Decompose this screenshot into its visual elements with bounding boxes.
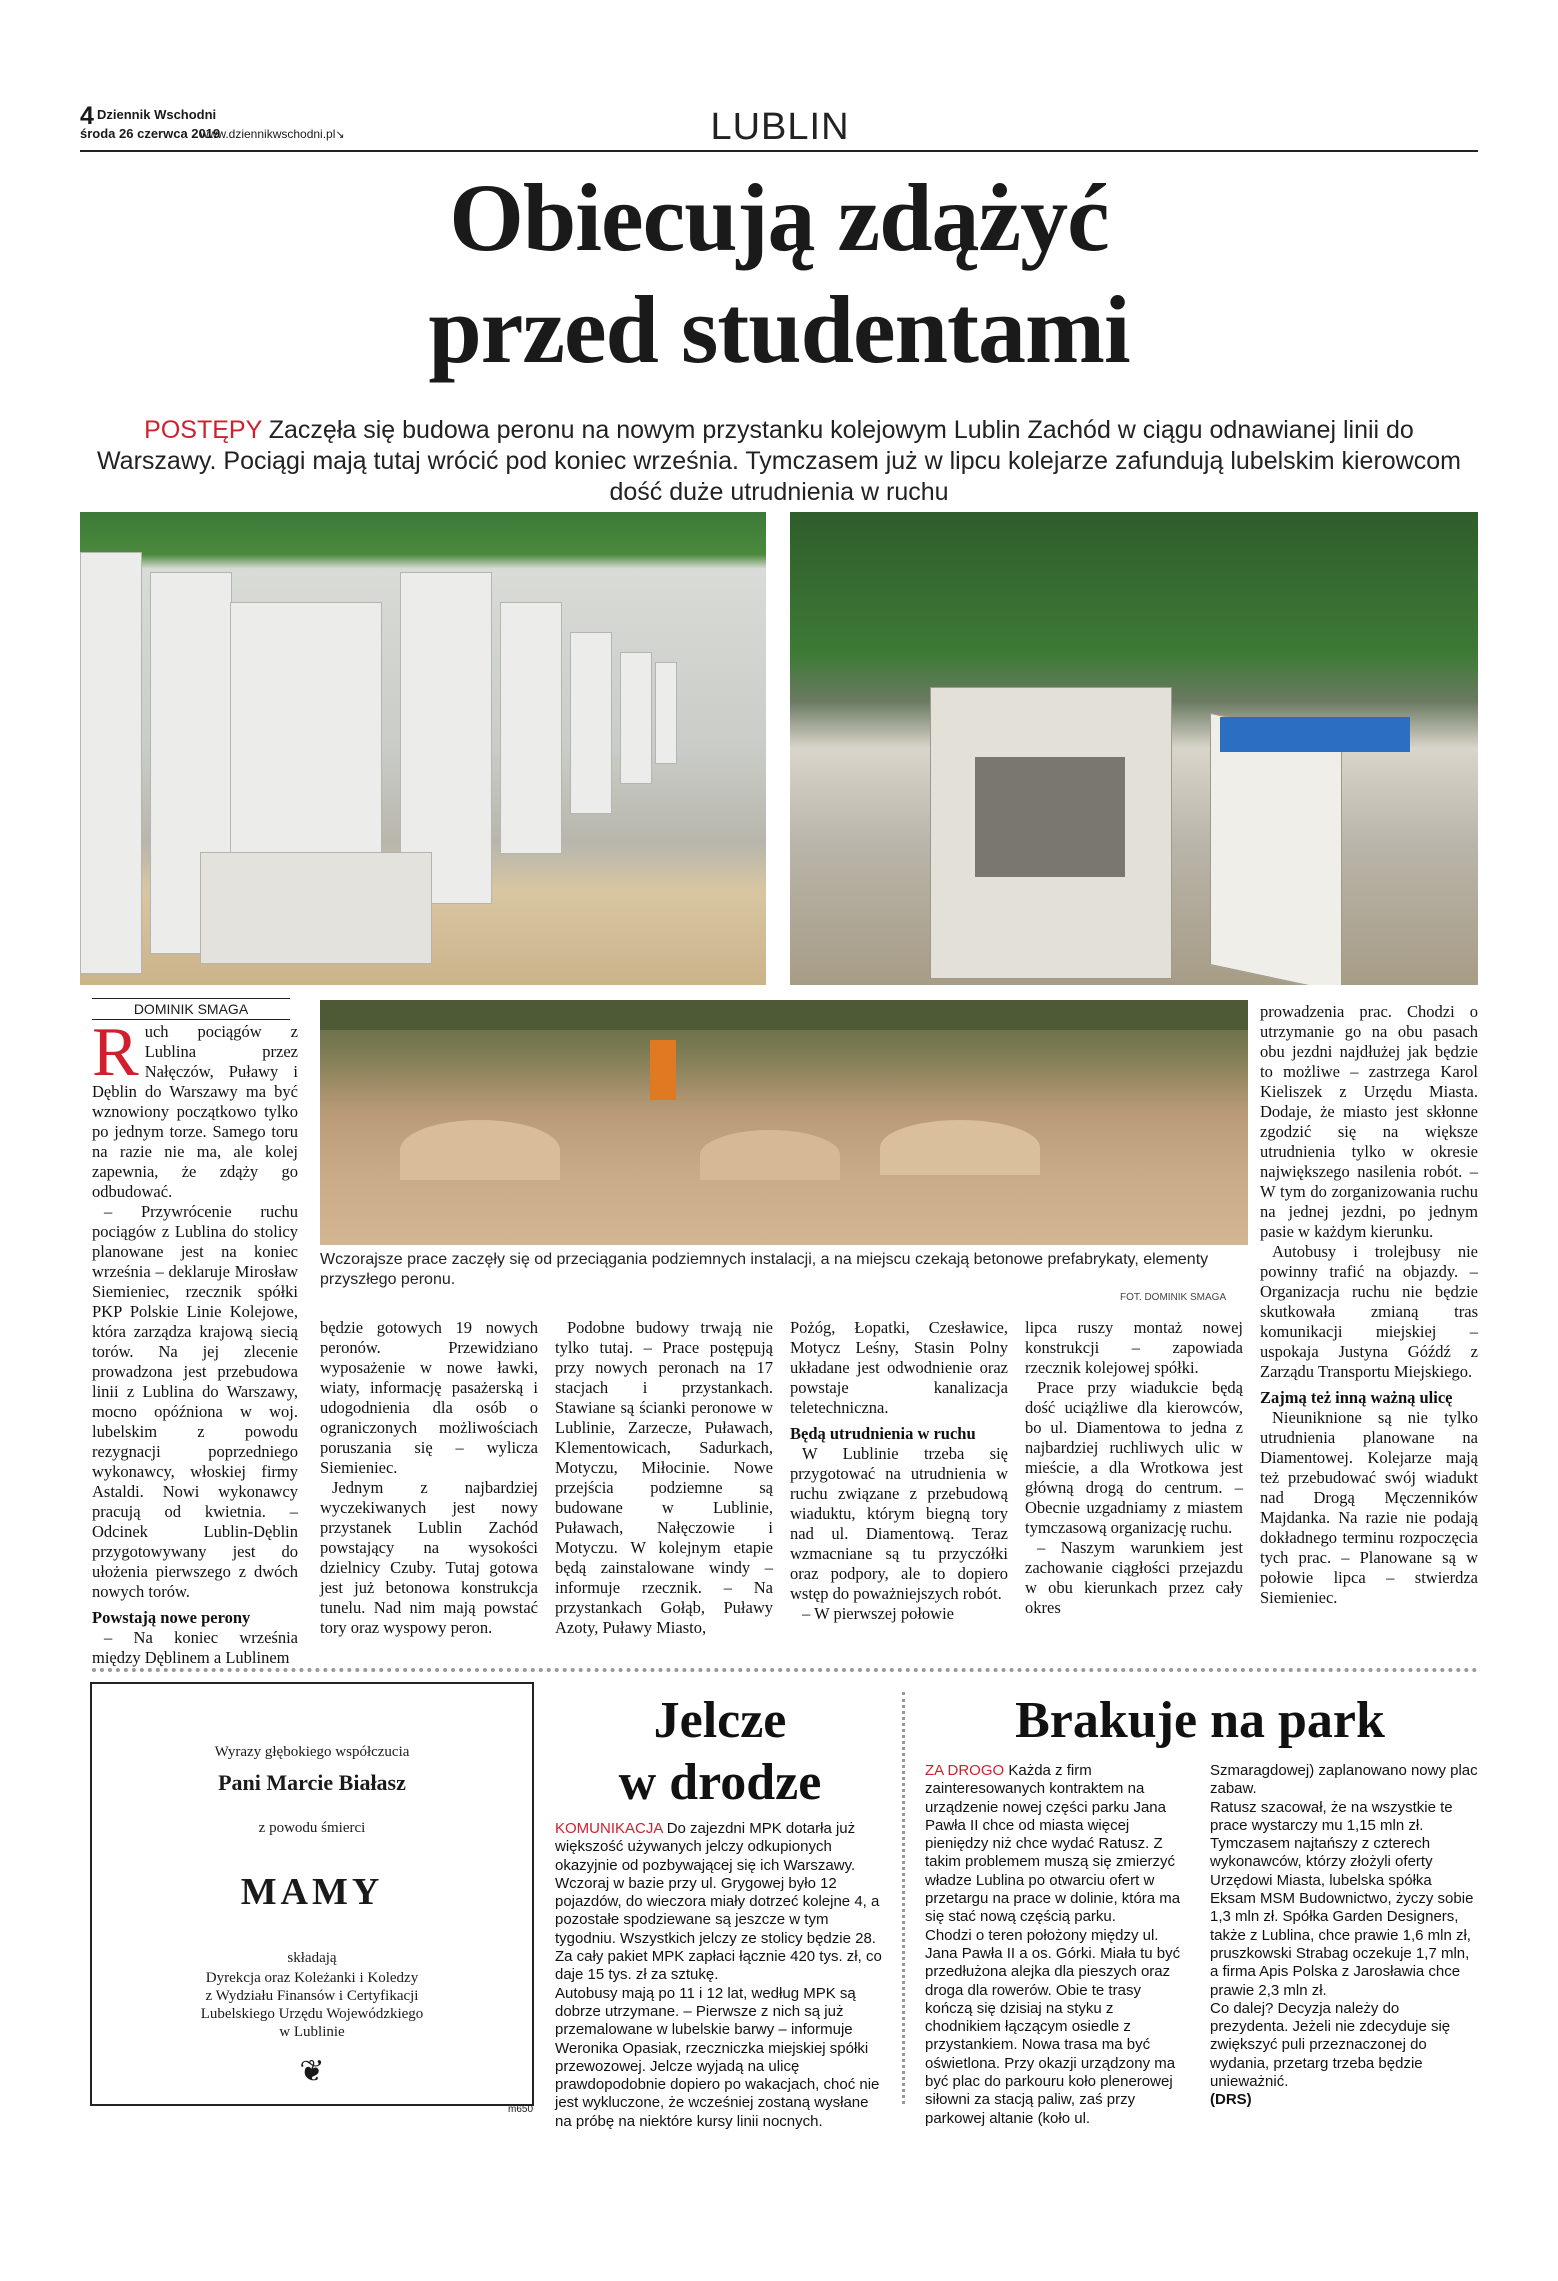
photo-worker-sand bbox=[320, 1000, 1248, 1245]
condolence-line-1: Wyrazy głębokiego współczucia bbox=[214, 1744, 410, 1760]
condolence-line-3: z powodu śmierci bbox=[258, 1820, 366, 1836]
park-paragraph-5: Co dalej? Decyzja należy do prezydenta. Jeżeli nie zdecyduje się zwiększyć puli przeznaczonej do wydania, przetarg trzeba będzie unieważnić. bbox=[1210, 1999, 1451, 2091]
section-title: LUBLIN bbox=[710, 106, 850, 148]
condolence-line-5: składają bbox=[287, 1950, 337, 1966]
park-paragraph-1: ZA DROGO Każda z firm zainteresowanych kontraktem na urządzenie nowej części parku Jana Pawła II chce od miasta więcej pieniędzy niż chce wydać Ratusz. Z takim problemem muszą się zmierzyć władze Lublina po otwarciu ofert w przetargu na prace w dolinie, która ma się stać nową częścią parku. bbox=[925, 1762, 1181, 1926]
column-1-paragraph-2: – Przywrócenie ruchu pociągów z Lublina do stolicy planowane jest na koniec września – deklaruje Mirosław Siemieniec, rzecznik spółki PKP Polskie Linie Kolejowe, która zarządza krajową siecią torów. Na jej zlecenie prowadzona jest przebudowa linii z Lublina do Warszawy, mocno opóźniona w woj. lubelskim z powodu rezygnacji poprzedniego wykonawcy, włoskiej firmy Astaldi. Nowi wykonawcy pracują od kwietnia. – Odcinek Lublin-Dęblin przygotowywany jest do ułożenia pierwszego z dwóch nowych torów. bbox=[92, 1202, 298, 1601]
paper-name: Dziennik Wschodni bbox=[97, 107, 217, 122]
column-3-paragraph-1: Podobne budowy trwają nie tylko tutaj. – Prace postępują przy nowych peronach na 17 stacjach i przystankach. Stawiane są ścianki peronowe w Lublinie, Zarzecze, Puławach, Klementowicach, Sadurkach, Motyczu, Miłocinie. Nowe przejścia podziemne są budowane w Lublinie, Puławach, Nałęczowie i Motyczu. W kolejnym etapie będą zainstalowane windy – informuje rzecznik. – Na przystankach Gołąb, Puławy Azoty, Puławy Miasto, bbox=[555, 1318, 773, 1637]
photo-tunnel-wall bbox=[1210, 713, 1342, 985]
photo-slab bbox=[80, 552, 142, 974]
column-4-paragraph-1: Pożóg, Łopatki, Czesławice, Motycz Leśny, Stasin Polny układane jest odwodnienie oraz powstaje kanalizacja teletechniczna. bbox=[790, 1318, 1008, 1417]
photo-sleepers bbox=[320, 1000, 1248, 1030]
ad-code: m650 bbox=[508, 2104, 534, 2115]
jelcze-kicker: KOMUNIKACJA bbox=[555, 1820, 663, 1837]
column-6-paragraph-2: Autobusy i trolejbusy nie powinny trafić na objazdy. – Organizacja ruchu nie będzie skutkowała zmianą tras komunikacji miejskiej – uspokaja Justyna Góźdź z Zarządu Transportu Miejskiego. bbox=[1260, 1242, 1478, 1381]
jelcze-headline bbox=[555, 1690, 885, 1814]
section-divider bbox=[92, 1668, 1478, 1672]
park-paragraph-2: Chodzi o teren położony między ul. Jana Pawła II a os. Górki. Miała tu być przedłużona alejka dla pieszych oraz droga dla rowerów. Obie te trasy kończą się dzisiaj na styku z chodnikiem łączącym osiedle z przystankiem. Nowa trasa ma być oświetlona. Przy okazji urządzony ma być plac do parkouru koło plenerowej siłowni za stacją paliw, zaś przy parkowej altanie (koło ul. bbox=[925, 1926, 1181, 2127]
photo-slab bbox=[500, 602, 562, 854]
condolence-line-9: w Lublinie bbox=[279, 2024, 345, 2040]
paper-url-text[interactable]: www.dziennikwschodni.pl bbox=[200, 127, 336, 141]
jelcze-article bbox=[555, 1820, 885, 2131]
article-column-2 bbox=[320, 1318, 538, 1638]
column-6-paragraph-1: prowadzenia prac. Chodzi o utrzymanie go na obu pasach obu jezdni najdłużej jak będzie to możliwe – zastrzega Karol Kieliszek z Urzędu Miasta. Dodaje, że miasto jest skłonne zgodzić się na większe utrudnienia tylko w okresie największego nasilenia robót. – W tym do zorganizowania ruchu na jednej jezdni, po jednym pasie w każdym kierunku. bbox=[1260, 1002, 1478, 1241]
flower-icon: ❦ bbox=[299, 2055, 325, 2088]
condolence-notice bbox=[90, 1682, 534, 2106]
article-column-4 bbox=[790, 1318, 1008, 1624]
column-5-paragraph-3: – Naszym warunkiem jest zachowanie ciągłości przejazdu w obu kierunkach przez cały okres bbox=[1025, 1538, 1243, 1617]
photo-slab bbox=[655, 662, 677, 764]
column-2-paragraph-1: będzie gotowych 19 nowych peronów. Przewidziano wyposażenie w nowe ławki, wiaty, informację pasażerską i udogodnienia dla osób o ograniczonych możliwościach poruszania się – wylicza Siemieniec. bbox=[320, 1318, 538, 1477]
photo-sand-pile bbox=[400, 1120, 560, 1180]
photo-credit: FOT. DOMINIK SMAGA bbox=[1120, 1292, 1227, 1303]
jelcze-paragraph-1: KOMUNIKACJA Do zajezdni MPK dotarła już większość używanych jelczy odkupionych okazyjnie od pozbywającej się ich Warszawy. Wczoraj w bazie przy ul. Grygowej było 12 pojazdów, do wieczora miały dotrzeć kolejne 4, a pozostałe spodziewane są jeszcze w tym tygodniu. Wszystkich jelczy ze stolicy będzie 28. Za cały pakiet MPK zapłaci łącznie 420 tys. zł, co daje 15 tys. zł za sztukę. bbox=[555, 1820, 882, 1984]
dropcap: R bbox=[92, 1014, 139, 1091]
article-column-3 bbox=[555, 1318, 773, 1638]
subhead-utrudnienia: Będą utrudnienia w ruchu bbox=[790, 1424, 976, 1443]
article-column-5 bbox=[1025, 1318, 1243, 1618]
condolence-line-8: Lubelskiego Urzędu Wojewódzkiego bbox=[200, 2006, 424, 2022]
column-6-paragraph-3: Nieuniknione są nie tylko utrudnienia planowane na Diamentowej. Kolejarze mają też przebudować swój wiadukt nad Drogą Męczenników Majdanka. Na razie nie podają dokładnego terminu rozpoczęcia tych prac. – Planowane są w połowie lipca – stwierdza Siemieniec. bbox=[1260, 1408, 1478, 1607]
photo-blue-tarp bbox=[1220, 717, 1410, 752]
photo-sand-pile bbox=[700, 1130, 840, 1180]
issue-date: środa 26 czerwca 2019 bbox=[80, 126, 221, 141]
author-byline: DOMINIK SMAGA bbox=[92, 998, 290, 1020]
park-signature: (DRS) bbox=[1210, 2091, 1252, 2109]
article-column-6 bbox=[1260, 1002, 1478, 1608]
subhead-nowe-perony: Powstają nowe perony bbox=[92, 1608, 251, 1627]
lede-text: Zaczęła się budowa peronu na nowym przystanku kolejowym Lublin Zachód w ciągu odnawianej linii do Warszawy. Pociągi mają tutaj wrócić pod koniec września. Tymczasem już w lipcu kolejarze zafundują lubelskim kierowcom dość duże utrudnienia w ruchu bbox=[97, 416, 1461, 506]
jelcze-headline-line-2: w drodze bbox=[618, 1754, 822, 1811]
jelcze-paragraph-2: Autobusy mają po 11 i 12 lat, według MPK są dobrze utrzymane. – Pierwsze z nich są już przemalowane w lubelskie barwy – informuje Weronika Opasiak, rzeczniczka miejskiej spółki przewozowej. Jelcze wyjadą na ulicę prawdopodobnie dopiero po wakacjach, choć nie jest wykluczone, że wcześniej zostaną wysłane na próbę na niektóre kursy linii nocnych. bbox=[555, 1984, 880, 2130]
park-headline: Brakuje na park bbox=[1015, 1692, 1385, 1749]
park-kicker: ZA DROGO bbox=[925, 1762, 1005, 1779]
paper-url[interactable] bbox=[200, 127, 345, 141]
column-5-paragraph-1: lipca ruszy montaż nowej konstrukcji – zapowiada rzecznik kolejowej spółki. bbox=[1025, 1318, 1243, 1377]
headline bbox=[150, 162, 1408, 386]
column-5-paragraph-2: Prace przy wiadukcie będą dość uciążliwe dla kierowców, bo ul. Diamentowa to jedna z najbardziej ruchliwych ulic w mieście, a dla Wrotkowa jest główną drogą do centrum. – Obecnie uzgadniamy z miastem tymczasową organizację ruchu. bbox=[1025, 1378, 1243, 1537]
condolence-mamy: MAMY bbox=[240, 1871, 384, 1913]
photo-tunnel-construction bbox=[790, 512, 1478, 985]
photo-tunnel-opening bbox=[975, 757, 1125, 877]
header-rule bbox=[80, 150, 1478, 152]
photo-slab bbox=[570, 632, 612, 814]
jelcze-headline-line-1: Jelcze bbox=[653, 1692, 787, 1749]
condolence-name: Pani Marcie Białasz bbox=[218, 1770, 406, 1795]
cursor-icon: ↘ bbox=[335, 129, 345, 141]
condolence-line-7: z Wydziału Finansów i Certyfikacji bbox=[205, 1988, 419, 2004]
park-article-col-1 bbox=[925, 1762, 1185, 2128]
column-4-paragraph-2: W Lublinie trzeba się przygotować na utrudnienia w ruchu związane z przebudową wiaduktu, którym biegną tory nad ul. Diamentową. Teraz wzmacniane są tu przyczółki oraz podpory, ale to dopiero wstęp do poważniejszych robót. bbox=[790, 1444, 1008, 1603]
park-paragraph-3: Szmaragdowej) zaplanowano nowy plac zabaw. bbox=[1210, 1762, 1478, 1798]
photo-slab bbox=[620, 652, 652, 784]
page-number: 4 bbox=[80, 102, 94, 130]
park-paragraph-4: Ratusz szacował, że na wszystkie te prace wystarczy mu 1,15 mln zł. Tymczasem najtańszy z czterech wykonawców, którzy złożyli oferty Urzędowi Miasta, lubelska spółka Eksam MSM Budownictwo, życzy sobie 1,3 mln zł. Spółka Garden Designers, także z Lublina, chce prawie 1,6 mln zł, pruszkowski Strabag oczekuje 1,7 mln, a firma Apis Polska z Jarosławia chce prawie 2,3 mln zł. bbox=[1210, 1798, 1474, 1999]
park-article-col-2 bbox=[1210, 1762, 1478, 2110]
column-2-paragraph-2: Jednym z najbardziej wyczekiwanych jest nowy przystanek Lublin Zachód powstający na wysokości dzielnicy Czuby. Tutaj gotowa jest już betonowa konstrukcja tunelu. Nad nim mają powstać tory oraz wyspowy peron. bbox=[320, 1478, 538, 1637]
column-1-paragraph-3: – Na koniec września między Dęblinem a Lublinem bbox=[92, 1628, 298, 1667]
photo-sand-pile bbox=[880, 1120, 1040, 1175]
column-4-paragraph-3: – W pierwszej połowie bbox=[802, 1604, 954, 1623]
column-divider bbox=[902, 1692, 905, 2104]
headline-line-1: Obiecują zdążyć bbox=[449, 164, 1109, 271]
lede bbox=[90, 415, 1468, 508]
lede-kicker: POSTĘPY bbox=[144, 416, 262, 444]
article-column-1 bbox=[92, 1014, 298, 1668]
photo-worker bbox=[650, 1040, 676, 1100]
subhead-wazna-ulica: Zajmą też inną ważną ulicę bbox=[1260, 1388, 1453, 1407]
headline-line-2: przed studentami bbox=[428, 276, 1130, 383]
photo-slab bbox=[200, 852, 432, 964]
column-1-paragraph-1: Ruch pociągów z Lublina przez Nałęczów, Puławy i Dęblin do Warszawy ma być wznowiony początkowo tylko po jednym torze. Samego toru na razie nie ma, ale kolej zapewnia, że zdąży go odbudować. bbox=[92, 1014, 298, 1201]
photo-concrete-prefabs bbox=[80, 512, 766, 985]
photo-caption: Wczorajsze prace zaczęły się od przeciągania podziemnych instalacji, a na miejscu czekają betonowe prefabrykaty, elementy przyszłego peronu. bbox=[320, 1251, 1209, 1288]
condolence-line-6: Dyrekcja oraz Koleżanki i Koledzy bbox=[205, 1970, 419, 1986]
